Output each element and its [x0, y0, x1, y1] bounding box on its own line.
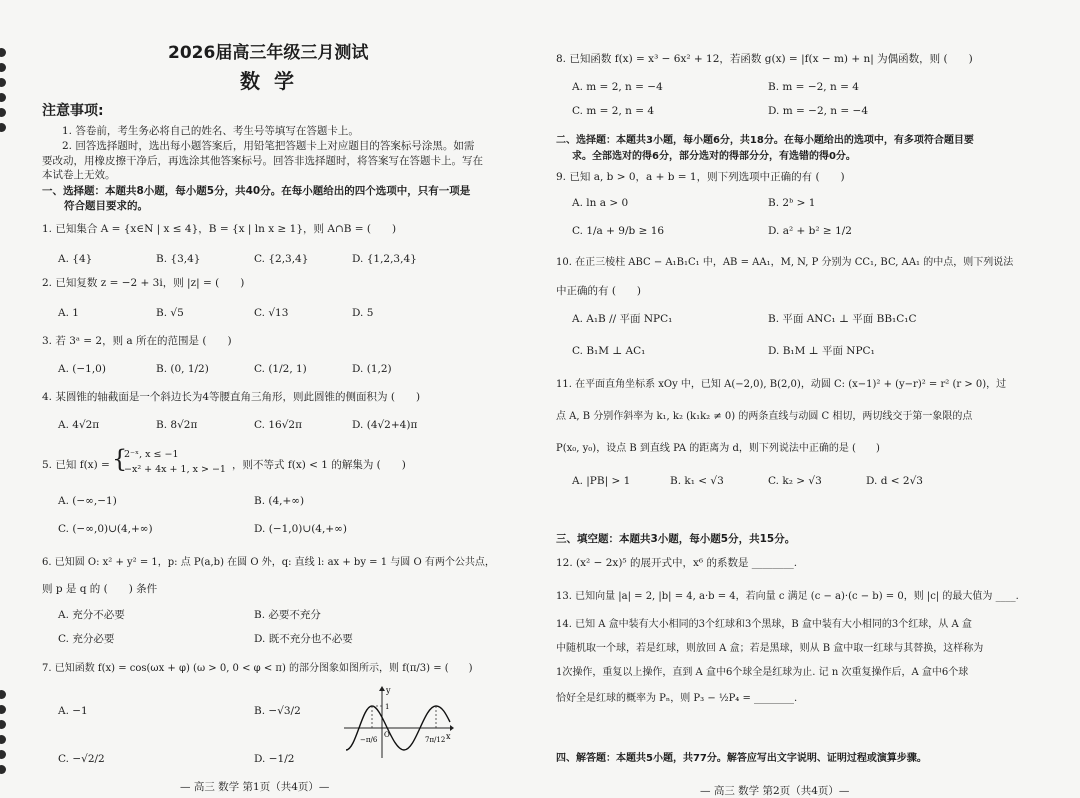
question-14-line: 1次操作，重复以上操作，直到 A 盒中6个球全是红球为止. 记 n 次重复操作后，A 盒中6个球 — [556, 667, 969, 678]
question-10-stem-cont: 中正确的有 ( ) — [556, 285, 642, 297]
question-8-option-d: D. m = −2, n = −4 — [768, 105, 869, 117]
question-3-option-a: A. (−1,0) — [58, 363, 106, 375]
binding-hole — [0, 765, 6, 774]
question-10-option-d: D. B₁M ⊥ 平面 NPC₁ — [768, 345, 875, 357]
section-4-heading: 四、解答题：本题共5小题，共77分。解答应写出文字说明、证明过程或演算步骤。 — [556, 753, 927, 764]
question-4-option-b: B. 8√2π — [156, 419, 198, 431]
question-3-option-d: D. (1,2) — [352, 363, 392, 375]
question-5-option-c: C. (−∞,0)∪(4,+∞) — [58, 523, 153, 535]
question-1-option-d: D. {1,2,3,4} — [352, 253, 417, 265]
exam-title: 2026届高三年级三月测试 — [168, 43, 369, 63]
question-14-line: 14. 已知 A 盒中装有大小相同的3个红球和3个黑球，B 盒中装有大小相同的3个红球，从 A 盒 — [556, 619, 972, 630]
question-6-stem-cont: 则 p 是 q 的 ( ) 条件 — [42, 583, 158, 595]
question-2-option-d: D. 5 — [352, 307, 374, 319]
section-2-heading-cont: 求。全部选对的得6分，部分选对的得部分分，有选错的得0分。 — [572, 151, 856, 162]
question-8-option-c: C. m = 2, n = 4 — [572, 105, 655, 117]
note-line: 要改动，用橡皮擦干净后，再选涂其他答案标号。回答非选择题时，将答案写在答题卡上。写在 — [42, 155, 483, 167]
origin-label: O — [384, 731, 390, 739]
page-2-footer: — 高三 数学 第2页（共4页）— — [700, 785, 850, 797]
question-10-stem: 10. 在正三棱柱 ABC − A₁B₁C₁ 中，AB = AA₁，M, N, P 分别为 CC₁, BC, AA₁ 的中点，则下列说法 — [556, 257, 1014, 268]
binding-hole — [0, 705, 6, 714]
cosine-graph — [342, 684, 454, 760]
x-tick-left: −π/6 — [360, 736, 378, 744]
question-8-stem: 8. 已知函数 f(x) = x³ − 6x² + 12，若函数 g(x) = |f(x − m) + n| 为偶函数，则 ( ) — [556, 53, 973, 65]
question-11-option-a: A. |PB| > 1 — [572, 475, 631, 487]
question-6-stem: 6. 已知圆 O: x² + y² = 1，p: 点 P(a,b) 在圆 O 外，q: 直线 l: ax + by = 1 与圆 O 有两个公共点， — [42, 557, 495, 568]
question-6-option-b: B. 必要不充分 — [254, 609, 321, 621]
question-9-option-d: D. a² + b² ≥ 1/2 — [768, 225, 852, 237]
question-7-option-b: B. −√3/2 — [254, 705, 301, 717]
binding-hole — [0, 93, 6, 102]
question-2-option-c: C. √13 — [254, 307, 289, 319]
right-page — [540, 0, 1080, 798]
question-5-case-2: −x² + 4x + 1, x > −1 — [124, 464, 226, 475]
question-6-option-d: D. 既不充分也不必要 — [254, 633, 353, 645]
question-2-option-b: B. √5 — [156, 307, 184, 319]
binding-hole — [0, 123, 6, 132]
binding-hole — [0, 48, 6, 57]
binding-hole — [0, 720, 6, 729]
question-12: 12. (x² − 2x)⁵ 的展开式中，x⁶ 的系数是 ________. — [556, 557, 798, 569]
y-axis-label: y — [386, 686, 391, 695]
question-1-stem: 1. 已知集合 A = {x∈N | x ≤ 4}，B = {x | ln x ≥ 1}，则 A∩B = ( ) — [42, 223, 397, 235]
note-line: 1. 答卷前，考生务必将自己的姓名、考生号等填写在答题卡上。 — [62, 125, 359, 137]
question-7-stem: 7. 已知函数 f(x) = cos(ωx + φ) (ω > 0, 0 < φ < π) 的部分图象如图所示，则 f(π/3) = ( ) — [42, 663, 473, 674]
question-5-option-b: B. (4,+∞) — [254, 495, 305, 507]
question-11-stem-cont2: P(x₀, y₀)，设点 B 到直线 PA 的距离为 d，则下列说法中正确的是 ( ) — [556, 443, 880, 454]
question-4-option-a: A. 4√2π — [58, 419, 100, 431]
question-5-stem-start: 5. 已知 f(x) = — [42, 459, 110, 471]
note-line: 本试卷上无效。 — [42, 169, 116, 181]
section-2-heading: 二、选择题：本题共3小题，每小题6分，共18分。在每小题给出的选项中，有多项符合题目要 — [556, 135, 974, 146]
question-11-option-d: D. d < 2√3 — [866, 475, 923, 487]
binding-holes-top — [0, 48, 7, 138]
note-line: 2. 回答选择题时，选出每小题答案后，用铅笔把答题卡上对应题目的答案标号涂黑。如需 — [62, 140, 475, 152]
question-4-option-d: D. (4√2+4)π — [352, 419, 418, 431]
piecewise-brace: { — [112, 445, 128, 473]
question-2-option-a: A. 1 — [58, 307, 79, 319]
question-6-option-a: A. 充分不必要 — [58, 609, 125, 621]
question-1-option-a: A. {4} — [58, 253, 93, 265]
x-tick-right: 7π/12 — [425, 736, 446, 744]
binding-hole — [0, 63, 6, 72]
notes-heading: 注意事项: — [42, 103, 104, 119]
y-tick-1: 1 — [385, 703, 390, 711]
binding-hole — [0, 750, 6, 759]
section-1-heading-cont: 符合题目要求的。 — [64, 200, 148, 212]
question-5-option-d: D. (−1,0)∪(4,+∞) — [254, 523, 347, 535]
question-1-option-b: B. {3,4} — [156, 253, 201, 265]
question-14-line: 恰好全是红球的概率为 Pₙ，则 P₃ − ½P₄ = ________. — [556, 693, 798, 704]
question-2-stem: 2. 已知复数 z = −2 + 3i，则 |z| = ( ) — [42, 277, 245, 289]
question-4-option-c: C. 16√2π — [254, 419, 302, 431]
binding-hole — [0, 108, 6, 117]
question-11-option-b: B. k₁ < √3 — [670, 475, 724, 487]
question-1-option-c: C. {2,3,4} — [254, 253, 309, 265]
question-10-option-b: B. 平面 ANC₁ ⊥ 平面 BB₁C₁C — [768, 313, 917, 325]
question-4-stem: 4. 某圆锥的轴截面是一个斜边长为4等腰直角三角形，则此圆锥的侧面积为 ( ) — [42, 391, 421, 403]
section-3-heading: 三、填空题：本题共3小题，每小题5分，共15分。 — [556, 533, 796, 545]
question-3-option-c: C. (1/2, 1) — [254, 363, 307, 375]
question-10-option-a: A. A₁B // 平面 NPC₁ — [572, 313, 673, 325]
question-9-option-c: C. 1/a + 9/b ≥ 16 — [572, 225, 665, 237]
y-axis-arrow — [379, 686, 385, 691]
x-axis-label: x — [446, 732, 451, 741]
page-1-footer: — 高三 数学 第1页（共4页）— — [180, 781, 330, 793]
binding-hole — [0, 735, 6, 744]
question-7-option-a: A. −1 — [58, 705, 88, 717]
question-14-line: 中随机取一个球，若是红球，则放回 A 盒；若是黑球，则从 B 盒中取一红球与其替换，这样称为 — [556, 643, 984, 654]
question-6-option-c: C. 充分必要 — [58, 633, 115, 645]
binding-holes-bottom — [0, 690, 7, 780]
section-1-heading: 一、选择题：本题共8小题，每小题5分，共40分。在每小题给出的四个选项中，只有一项是 — [42, 185, 471, 197]
question-7-option-d: D. −1/2 — [254, 753, 295, 765]
question-11-stem: 11. 在平面直角坐标系 xOy 中，已知 A(−2,0), B(2,0)，动圆 C: (x−1)² + (y−r)² = r² (r > 0)，过 — [556, 379, 1007, 390]
subject-title: 数学 — [240, 69, 308, 93]
question-9-option-a: A. ln a > 0 — [572, 197, 629, 209]
x-axis-arrow — [450, 725, 454, 731]
question-5-stem-end: ，则不等式 f(x) < 1 的解集为 ( ) — [232, 459, 406, 471]
question-13: 13. 已知向量 |a| = 2, |b| = 4, a·b = 4，若向量 c 满足 (c − a)·(c − b) = 0，则 |c| 的最大值为 ____. — [556, 591, 1019, 602]
question-8-option-a: A. m = 2, n = −4 — [572, 81, 663, 93]
question-3-stem: 3. 若 3ᵃ = 2，则 a 所在的范围是 ( ) — [42, 335, 232, 347]
question-5-case-1: 2⁻ˣ, x ≤ −1 — [124, 449, 179, 460]
question-5-option-a: A. (−∞,−1) — [58, 495, 117, 507]
question-11-option-c: C. k₂ > √3 — [768, 475, 822, 487]
left-page — [0, 0, 530, 798]
question-7-option-c: C. −√2/2 — [58, 753, 105, 765]
question-8-option-b: B. m = −2, n = 4 — [768, 81, 859, 93]
question-3-option-b: B. (0, 1/2) — [156, 363, 209, 375]
question-11-stem-cont: 点 A, B 分别作斜率为 k₁, k₂ (k₁k₂ ≠ 0) 的两条直线与动圆 C 相切，两切线交于第一象限的点 — [556, 411, 973, 422]
binding-hole — [0, 78, 6, 87]
question-10-option-c: C. B₁M ⊥ AC₁ — [572, 345, 646, 357]
question-9-stem: 9. 已知 a, b > 0，a + b = 1，则下列选项中正确的有 ( ) — [556, 171, 845, 183]
binding-hole — [0, 690, 6, 699]
question-9-option-b: B. 2ᵇ > 1 — [768, 197, 816, 209]
